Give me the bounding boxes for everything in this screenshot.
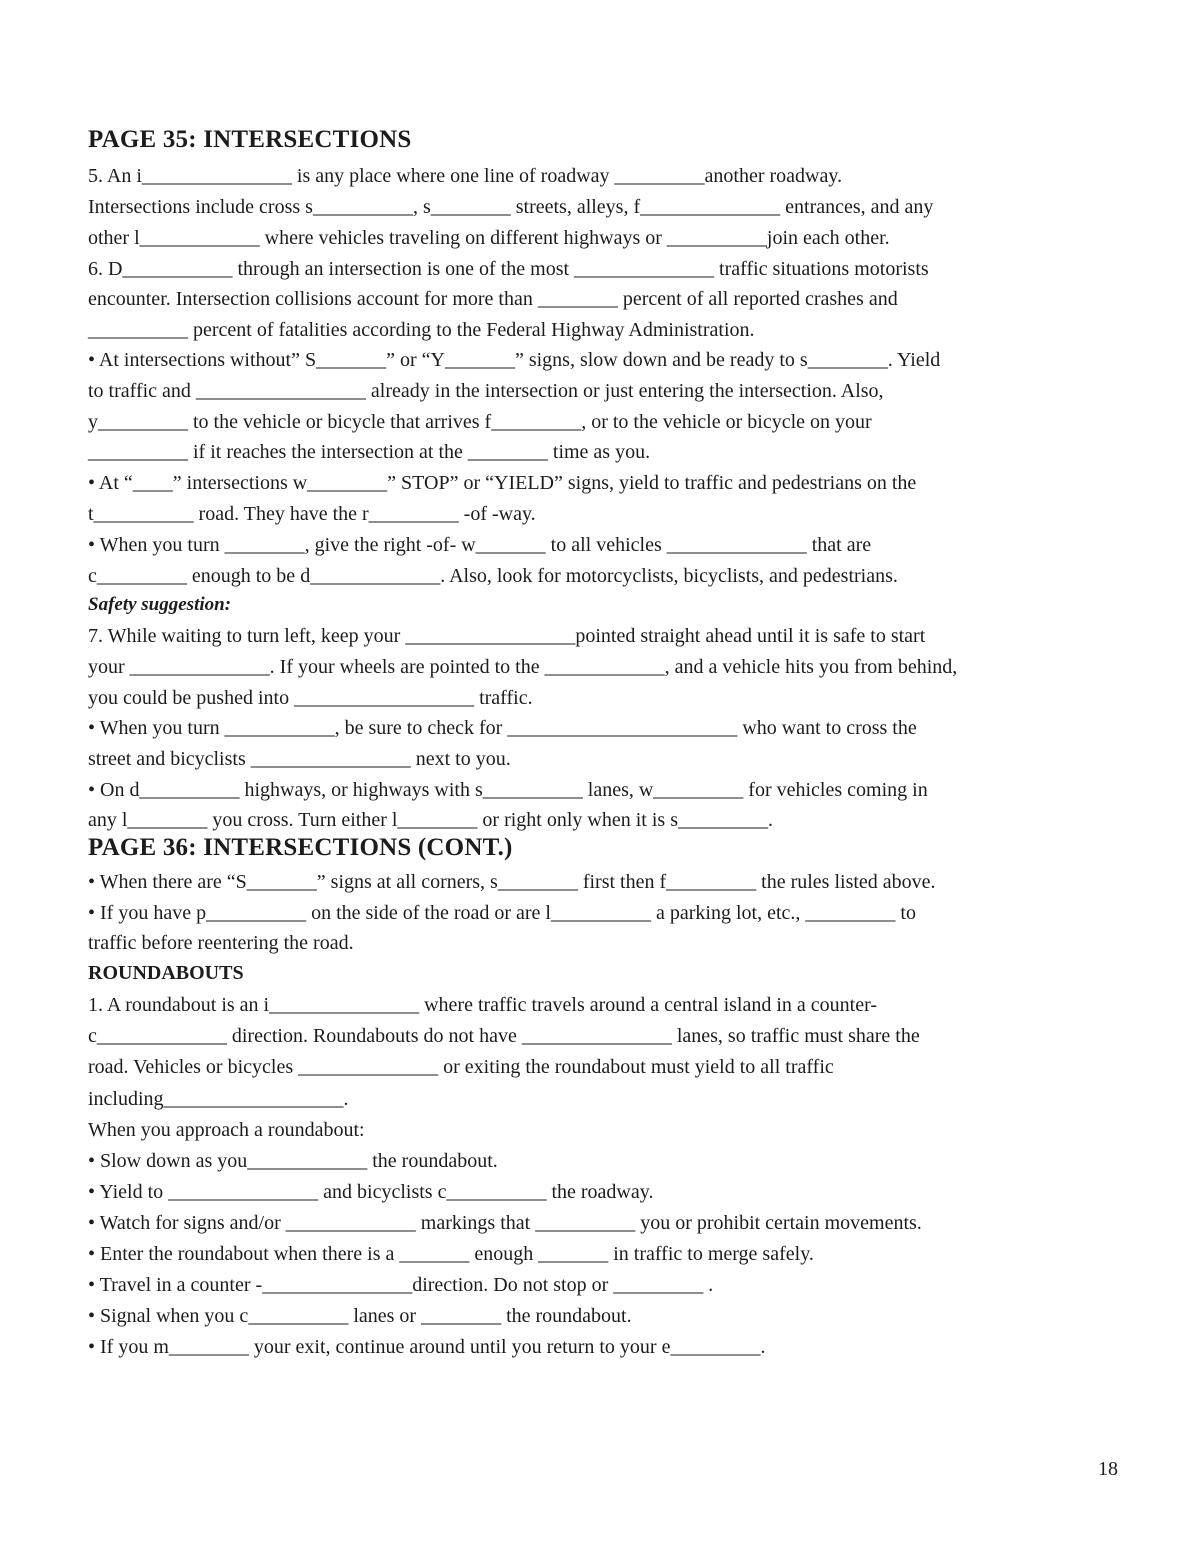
page-35-heading: PAGE 35: INTERSECTIONS — [88, 126, 412, 153]
text-line: • Watch for signs and/or _____________ markings that __________ you or prohibit certain movements. — [88, 1212, 922, 1234]
text-line: • Signal when you c__________ lanes or ________ the roundabout. — [88, 1305, 632, 1327]
text-line: t__________ road. They have the r_________ -of -way. — [88, 503, 536, 525]
text-line: • When you turn ________, give the right -of- w_______ to all vehicles ______________ that are — [88, 534, 872, 556]
text-line: • Enter the roundabout when there is a _______ enough _______ in traffic to merge safely. — [88, 1243, 814, 1265]
text-line: road. Vehicles or bicycles ______________ or exiting the roundabout must yield to all traffic — [88, 1056, 834, 1078]
page-number: 18 — [1098, 1458, 1118, 1480]
text-line: • Yield to _______________ and bicyclists c__________ the roadway. — [88, 1181, 654, 1203]
text-line: including__________________. — [88, 1088, 349, 1110]
text-line: • At intersections without” S_______” or “Y_______” signs, slow down and be ready to s________. Yield — [88, 349, 941, 371]
text-line: When you approach a roundabout: — [88, 1119, 365, 1141]
text-line: y_________ to the vehicle or bicycle that arrives f_________, or to the vehicle or bicycle on your — [88, 411, 872, 433]
text-line: c_____________ direction. Roundabouts do not have _______________ lanes, so traffic must share the — [88, 1025, 920, 1047]
text-line: c_________ enough to be d_____________. Also, look for motorcyclists, bicyclists, and pedestrians. — [88, 565, 898, 587]
text-line: • Travel in a counter -_______________direction. Do not stop or _________ . — [88, 1274, 714, 1296]
text-line: • If you m________ your exit, continue around until you return to your e_________. — [88, 1336, 766, 1358]
text-line: any l________ you cross. Turn either l________ or right only when it is s_________. — [88, 809, 773, 831]
text-line: encounter. Intersection collisions account for more than ________ percent of all reported crashes and — [88, 288, 898, 310]
safety-suggestion-label: Safety suggestion: — [88, 594, 232, 615]
text-line: • When you turn ___________, be sure to check for _______________________ who want to cross the — [88, 717, 917, 739]
text-line: • At “____” intersections w________” STOP” or “YIELD” signs, yield to traffic and pedestrians on the — [88, 472, 917, 494]
text-line: you could be pushed into __________________ traffic. — [88, 687, 533, 709]
text-line: 7. While waiting to turn left, keep your _________________pointed straight ahead until it is safe to start — [88, 625, 926, 647]
text-line: 5. An i_______________ is any place where one line of roadway _________another roadway. — [88, 165, 843, 187]
text-line: other l____________ where vehicles traveling on different highways or __________join each other. — [88, 227, 890, 249]
text-line: street and bicyclists ________________ next to you. — [88, 748, 511, 770]
page-36-heading: PAGE 36: INTERSECTIONS (CONT.) — [88, 834, 513, 861]
text-line: • Slow down as you____________ the roundabout. — [88, 1150, 498, 1172]
text-line: 1. A roundabout is an i_______________ where traffic travels around a central island in a counter- — [88, 994, 878, 1016]
text-line: your ______________. If your wheels are pointed to the ____________, and a vehicle hits you from behind, — [88, 656, 958, 678]
text-line: • When there are “S_______” signs at all corners, s________ first then f_________ the rules listed above. — [88, 871, 936, 893]
text-line: • On d__________ highways, or highways with s__________ lanes, w_________ for vehicles coming in — [88, 779, 928, 801]
roundabouts-heading: ROUNDABOUTS — [88, 962, 244, 984]
text-line: • If you have p__________ on the side of the road or are l__________ a parking lot, etc., _________ to — [88, 902, 916, 924]
text-line: Intersections include cross s__________, s________ streets, alleys, f______________ entrances, and any — [88, 196, 934, 218]
text-line: 6. D___________ through an intersection is one of the most ______________ traffic situations motorists — [88, 258, 929, 280]
text-line: __________ percent of fatalities according to the Federal Highway Administration. — [88, 319, 755, 341]
text-line: to traffic and _________________ already in the intersection or just entering the intersection. Also, — [88, 380, 884, 402]
text-line: traffic before reentering the road. — [88, 932, 354, 954]
text-line: __________ if it reaches the intersection at the ________ time as you. — [88, 441, 651, 463]
